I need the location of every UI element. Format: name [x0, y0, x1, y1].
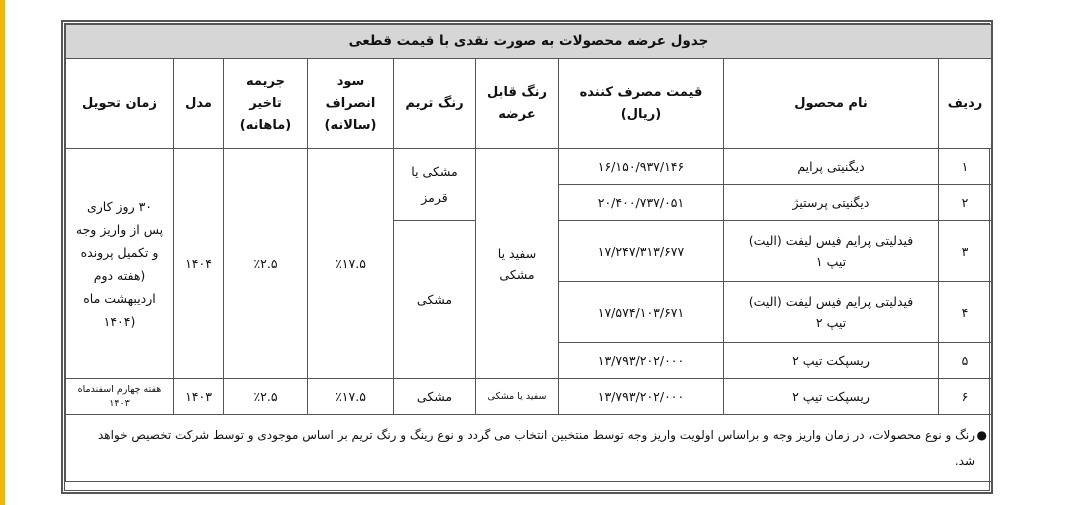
title-row [66, 25, 992, 59]
header-trim: رنگ تریم [394, 59, 476, 149]
header-color: رنگ قابل عرضه [476, 59, 559, 149]
row-number: ۵ [939, 343, 992, 379]
color-options: سفید یا مشکی [476, 379, 559, 415]
pricing-document [64, 23, 990, 491]
product-name: ریسپکت تیپ ۲ [724, 379, 939, 415]
header-row [66, 59, 992, 149]
product-name: دیگنیتی پرایم [724, 149, 939, 185]
row-number: ۳ [939, 221, 992, 282]
cancel-profit: ٪۱۷.۵ [308, 379, 394, 415]
product-price: ۲۰/۴۰۰/۷۳۷/۰۵۱ [559, 185, 724, 221]
trim-color: مشکی یا قرمز [394, 149, 476, 221]
product-name: فیدلیتی پرایم فیس لیفت (الیت) تیپ ۲ [724, 282, 939, 343]
product-price: ۱۷/۵۷۴/۱۰۳/۶۷۱ [559, 282, 724, 343]
product-name: دیگنیتی پرستیژ [724, 185, 939, 221]
delivery-time: هفته چهارم اسفندماه ۱۴۰۳ [66, 379, 174, 415]
table-row [66, 379, 992, 415]
note-cell [66, 415, 992, 482]
row-number: ۶ [939, 379, 992, 415]
product-price: ۱۳/۷۹۳/۲۰۲/۰۰۰ [559, 379, 724, 415]
row-number: ۲ [939, 185, 992, 221]
model-year: ۱۴۰۴ [174, 149, 224, 379]
delivery-time: ۳۰ روز کاری پس از واریز وجه و تکمیل پرونده (هفته دوم اردیبهشت ماه (۱۴۰۴ [66, 149, 174, 379]
bullet-icon: ● [976, 428, 987, 442]
header-row-number: ردیف [939, 59, 992, 149]
delay-penalty: ٪۲.۵ [224, 149, 308, 379]
product-name: ریسپکت تیپ ۲ [724, 343, 939, 379]
products-table [65, 24, 992, 482]
table-title: جدول عرضه محصولات به صورت نقدی با قیمت قطعی [66, 25, 992, 59]
delay-penalty: ٪۲.۵ [224, 379, 308, 415]
product-name: فیدلیتی پرایم فیس لیفت (الیت) تیپ ۱ [724, 221, 939, 282]
note-text: رنگ و نوع محصولات، در زمان واریز وجه و براساس اولویت واریز وجه توسط منتخبین انتخاب می گردد و نوع رینگ و رنگ تریم بر اساس موجودی و توسط شرکت تخصیص خواهد شد. [97, 428, 975, 468]
trim-color: مشکی [394, 221, 476, 379]
row-number: ۴ [939, 282, 992, 343]
cancel-profit: ٪۱۷.۵ [308, 149, 394, 379]
row-number: ۱ [939, 149, 992, 185]
header-product-name: نام محصول [724, 59, 939, 149]
product-price: ۱۳/۷۹۳/۲۰۲/۰۰۰ [559, 343, 724, 379]
color-options: سفید یا مشکی [476, 149, 559, 379]
note-row [66, 415, 992, 482]
header-penalty: جریمه تاخیر (ماهانه) [224, 59, 308, 149]
header-model: مدل [174, 59, 224, 149]
header-delivery: زمان تحویل [66, 59, 174, 149]
page-edge-bar [0, 0, 5, 505]
header-price: قیمت مصرف کننده (ریال) [559, 59, 724, 149]
table-row [66, 149, 992, 185]
note [76, 422, 987, 474]
product-price: ۱۶/۱۵۰/۹۳۷/۱۴۶ [559, 149, 724, 185]
trim-color: مشکی [394, 379, 476, 415]
product-price: ۱۷/۲۴۷/۳۱۳/۶۷۷ [559, 221, 724, 282]
header-profit: سود انصراف (سالانه) [308, 59, 394, 149]
model-year: ۱۴۰۳ [174, 379, 224, 415]
